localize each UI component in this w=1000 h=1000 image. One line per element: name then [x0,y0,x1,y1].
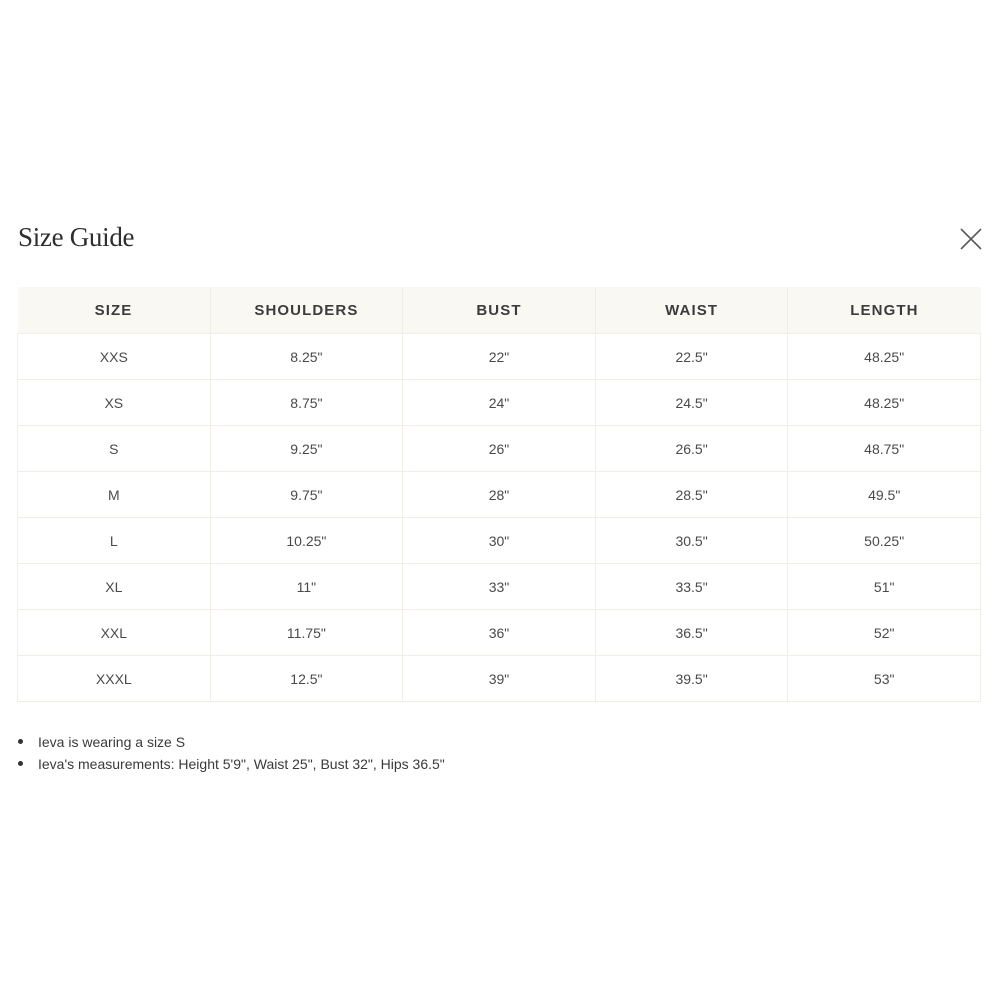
cell-bust: 33" [403,564,596,610]
header-waist: WAIST [595,287,788,334]
cell-size: S [18,426,211,472]
cell-shoulders: 9.75" [210,472,403,518]
header-size: SIZE [18,287,211,334]
cell-length: 48.25" [788,334,981,380]
note-text: Ieva's measurements: Height 5'9", Waist 25", Bust 32", Hips 36.5" [38,756,445,772]
table-row [18,518,981,564]
cell-length: 51" [788,564,981,610]
list-item [18,753,445,775]
dialog-title: Size Guide [18,222,135,252]
cell-size: L [18,518,211,564]
header-bust: BUST [403,287,596,334]
cell-shoulders: 8.75" [210,380,403,426]
cell-bust: 30" [403,518,596,564]
list-item [18,731,445,753]
cell-shoulders: 12.5" [210,656,403,702]
cell-bust: 28" [403,472,596,518]
table-row [18,472,981,518]
table-row [18,610,981,656]
table-row [18,334,981,380]
bullet-icon [18,761,23,766]
cell-length: 53" [788,656,981,702]
table-row [18,380,981,426]
cell-bust: 39" [403,656,596,702]
cell-waist: 28.5" [595,472,788,518]
cell-size: XXL [18,610,211,656]
cell-bust: 36" [403,610,596,656]
cell-shoulders: 11.75" [210,610,403,656]
table-row [18,656,981,702]
cell-waist: 24.5" [595,380,788,426]
header-shoulders: SHOULDERS [210,287,403,334]
cell-size: XS [18,380,211,426]
close-icon [958,226,984,252]
cell-length: 48.75" [788,426,981,472]
cell-length: 48.25" [788,380,981,426]
table-row [18,426,981,472]
note-text: Ieva is wearing a size S [38,734,186,750]
cell-waist: 33.5" [595,564,788,610]
cell-waist: 22.5" [595,334,788,380]
cell-shoulders: 11" [210,564,403,610]
header-length: LENGTH [788,287,981,334]
bullet-icon [18,739,23,744]
cell-bust: 26" [403,426,596,472]
cell-length: 50.25" [788,518,981,564]
cell-shoulders: 9.25" [210,426,403,472]
cell-size: XL [18,564,211,610]
table-row [18,564,981,610]
cell-size: XXS [18,334,211,380]
cell-shoulders: 8.25" [210,334,403,380]
cell-waist: 39.5" [595,656,788,702]
cell-size: XXXL [18,656,211,702]
size-table [17,287,981,702]
cell-waist: 30.5" [595,518,788,564]
cell-bust: 22" [403,334,596,380]
cell-shoulders: 10.25" [210,518,403,564]
cell-length: 52" [788,610,981,656]
table-header-row [18,287,981,334]
model-notes [18,731,445,775]
cell-size: M [18,472,211,518]
cell-length: 49.5" [788,472,981,518]
cell-bust: 24" [403,380,596,426]
cell-waist: 26.5" [595,426,788,472]
cell-waist: 36.5" [595,610,788,656]
close-button[interactable] [958,226,984,252]
